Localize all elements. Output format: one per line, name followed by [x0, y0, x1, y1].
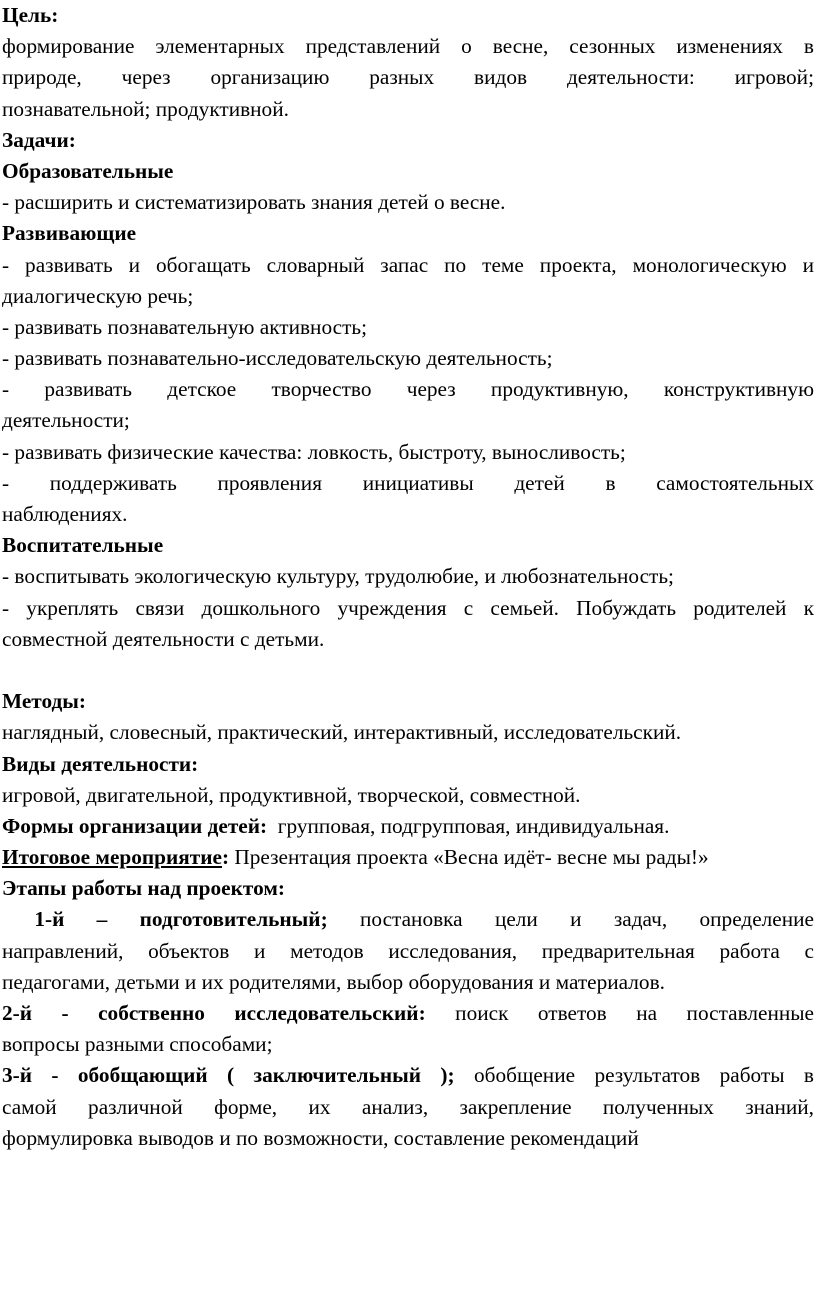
final-event-colon: : — [221, 845, 230, 870]
developing-item: диалогическую речь; — [2, 283, 194, 308]
upbringing-item: - укреплять связи дошкольного учреждения с семьей. Побуждать родителей к — [2, 595, 814, 620]
document-page — [2, 0, 814, 1154]
stage-2-text-line: вопросы разными способами; — [2, 1032, 273, 1057]
stage-1-text-line: педагогами, детьми и их родителями, выбор оборудования и материалов. — [2, 969, 665, 994]
goal-text-line: познавательной; продуктивной. — [2, 96, 289, 121]
stage-2-line — [2, 998, 814, 1029]
methods-text: наглядный, словесный, практический, интерактивный, исследовательский. — [2, 720, 682, 745]
upbringing-item: совместной деятельности с детьми. — [2, 626, 325, 651]
methods-heading: Методы: — [2, 689, 86, 714]
developing-heading: Развивающие — [2, 221, 137, 246]
goal-text-line: природе, через организацию разных видов деятельности: игровой; — [2, 65, 814, 90]
upbringing-item: - воспитывать экологическую культуру, трудолюбие, и любознательность; — [2, 564, 674, 589]
stage-1-label: 1-й – подготовительный; — [34, 907, 328, 932]
final-event-label: Итоговое мероприятие — [2, 845, 222, 870]
stage-3-line — [2, 1060, 814, 1091]
developing-item: - развивать детское творчество через продуктивную, конструктивную — [2, 377, 814, 402]
stage-2-text: поиск ответов на поставленные — [455, 1001, 814, 1025]
developing-item: - развивать познавательную активность; — [2, 314, 368, 339]
forms-line — [2, 811, 814, 842]
activities-heading: Виды деятельности: — [2, 751, 199, 776]
goal-heading: Цель: — [2, 3, 59, 27]
stage-1-line — [2, 904, 814, 935]
stage-3-text-line: самой различной форме, их анализ, закрепление полученных знаний, — [2, 1094, 814, 1119]
developing-item: - развивать познавательно-исследовательскую деятельность; — [2, 346, 553, 371]
developing-item: - развивать и обогащать словарный запас по теме проекта, монологическую и — [2, 252, 814, 277]
forms-text: групповая, подгрупповая, индивидуальная. — [277, 813, 670, 838]
final-event-text: Презентация проекта «Весна идёт- весне мы рады!» — [234, 845, 709, 870]
educational-item: - расширить и систематизировать знания детей о весне. — [2, 190, 506, 215]
developing-item: наблюдениях. — [2, 502, 128, 526]
activities-text: игровой, двигательной, продуктивной, творческой, совместной. — [2, 782, 581, 807]
stage-2-label: 2-й - собственно исследовательский: — [2, 1001, 426, 1025]
blank-line — [2, 655, 814, 686]
goal-text-line: формирование элементарных представлений о весне, сезонных изменениях в — [2, 34, 814, 59]
stage-1-text: постановка цели и задач, определение — [360, 907, 814, 932]
upbringing-heading: Воспитательные — [2, 533, 164, 558]
developing-item: - развивать физические качества: ловкость, быстроту, выносливость; — [2, 439, 626, 464]
stage-3-text-line: формулировка выводов и по возможности, составление рекомендаций — [2, 1125, 639, 1150]
tasks-heading: Задачи: — [2, 127, 76, 152]
stages-heading: Этапы работы над проектом: — [2, 876, 285, 901]
final-event-line — [2, 842, 814, 873]
stage-1-text-line: направлений, объектов и методов исследования, предварительная работа с — [2, 938, 814, 963]
developing-item: деятельности; — [2, 408, 130, 433]
developing-item: - поддерживать проявления инициативы детей в самостоятельных — [2, 470, 814, 495]
forms-label: Формы организации детей: — [2, 813, 268, 838]
stage-3-label: 3-й - обобщающий ( заключительный ); — [2, 1063, 455, 1088]
stage-3-text: обобщение результатов работы в — [473, 1063, 814, 1088]
educational-heading: Образовательные — [2, 158, 174, 183]
